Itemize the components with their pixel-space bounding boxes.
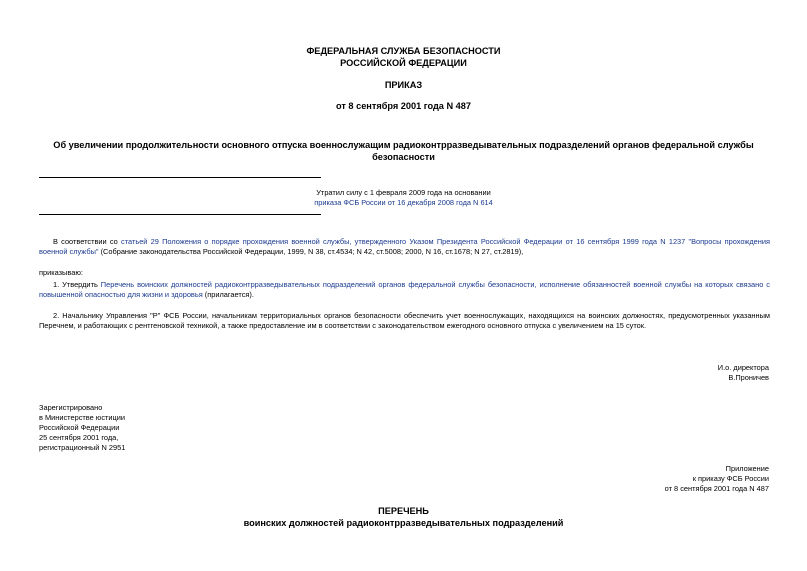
doc-date: от 8 сентября 2001 года N 487 <box>335 101 471 111</box>
preamble-suffix: (Собрание законодательства Российской Федерации, 1999, N 38, ст.4534; N 42, ст.5008; 2000, N 16, ст.1678; N 27, ст.2819), <box>98 246 524 256</box>
item-1-prefix: 1. Утвердить <box>53 280 101 289</box>
item-2-paragraph: 2. Начальнику Управления "Р" ФСБ России, начальникам территориальных органов безопасности обеспечить учет военнослужащих, находящихся на воинских должностях, предусмотренных указанным Перечнем, и работающих с рентгеновской техникой, а также предоставление им в соответствии с законодательством ежегодного основного отпуска с увеличением на 15 суток. <box>39 311 770 330</box>
list-heading-subtitle: воинских должностей радиоконтрразведывательных подразделений <box>243 517 564 528</box>
item-1-paragraph <box>39 280 770 300</box>
appendix-reference <box>500 464 769 494</box>
item-1-suffix: (прилагается). <box>202 289 254 299</box>
preamble-prefix: В соответствии со <box>53 237 122 246</box>
divider-top <box>39 177 321 178</box>
registration-line-3: Российской Федерации <box>39 422 120 432</box>
document-title-line-2: безопасности <box>372 151 435 162</box>
list-heading <box>0 506 807 530</box>
list-heading-title: ПЕРЕЧЕНЬ <box>378 506 429 516</box>
order-word: приказываю: <box>39 268 83 277</box>
registration-line-5: регистрационный N 2951 <box>39 442 126 452</box>
appendix-line-3: от 8 сентября 2001 года N 487 <box>664 483 769 493</box>
doc-type: ПРИКАЗ <box>384 80 423 90</box>
divider-bottom <box>39 214 321 215</box>
document-title <box>30 140 777 164</box>
preamble-paragraph <box>39 237 770 257</box>
registration-line-1: Зарегистрировано <box>39 403 103 412</box>
registration-line-4: 25 сентября 2001 года, <box>39 432 119 442</box>
agency-name <box>0 46 807 69</box>
status-note-link[interactable]: приказа ФСБ России от 16 декабря 2008 года N 614 <box>314 197 493 207</box>
registration-block <box>39 403 289 453</box>
preamble-link[interactable]: статьей 29 Положения о порядке прохождения военной службы, утвержденного Указом Президента Российской Федерации от 16 сентября 1999 года N 1237 "Вопросы прохождения военной службы" <box>39 237 770 256</box>
appendix-line-2: к приказу ФСБ России <box>692 473 769 483</box>
registration-line-2: в Министерстве юстиции <box>39 412 126 422</box>
item-1-link[interactable]: Перечень воинских должностей радиоконтрразведывательных подразделений органов федеральной службы безопасности, исполнение обязанностей военной службы на которых связано с повышенной опасностью для жизни и здоровья <box>39 280 771 299</box>
agency-line-2: РОССИЙСКОЙ ФЕДЕРАЦИИ <box>340 57 467 68</box>
status-note-text: Утратил силу с 1 февраля 2009 года на основании <box>316 188 491 197</box>
signatory-name: В.Проничев <box>728 372 769 382</box>
document-title-line-1: Об увеличении продолжительности основного отпуска военнослужащим радиоконтрразведывательных подразделений органов федеральной службы <box>53 140 754 150</box>
status-note <box>200 188 607 208</box>
signatory-position: И.о. директора <box>717 363 769 372</box>
agency-line-1: ФЕДЕРАЛЬНАЯ СЛУЖБА БЕЗОПАСНОСТИ <box>306 46 501 56</box>
signature-block <box>500 363 769 383</box>
appendix-line-1: Приложение <box>725 464 769 473</box>
